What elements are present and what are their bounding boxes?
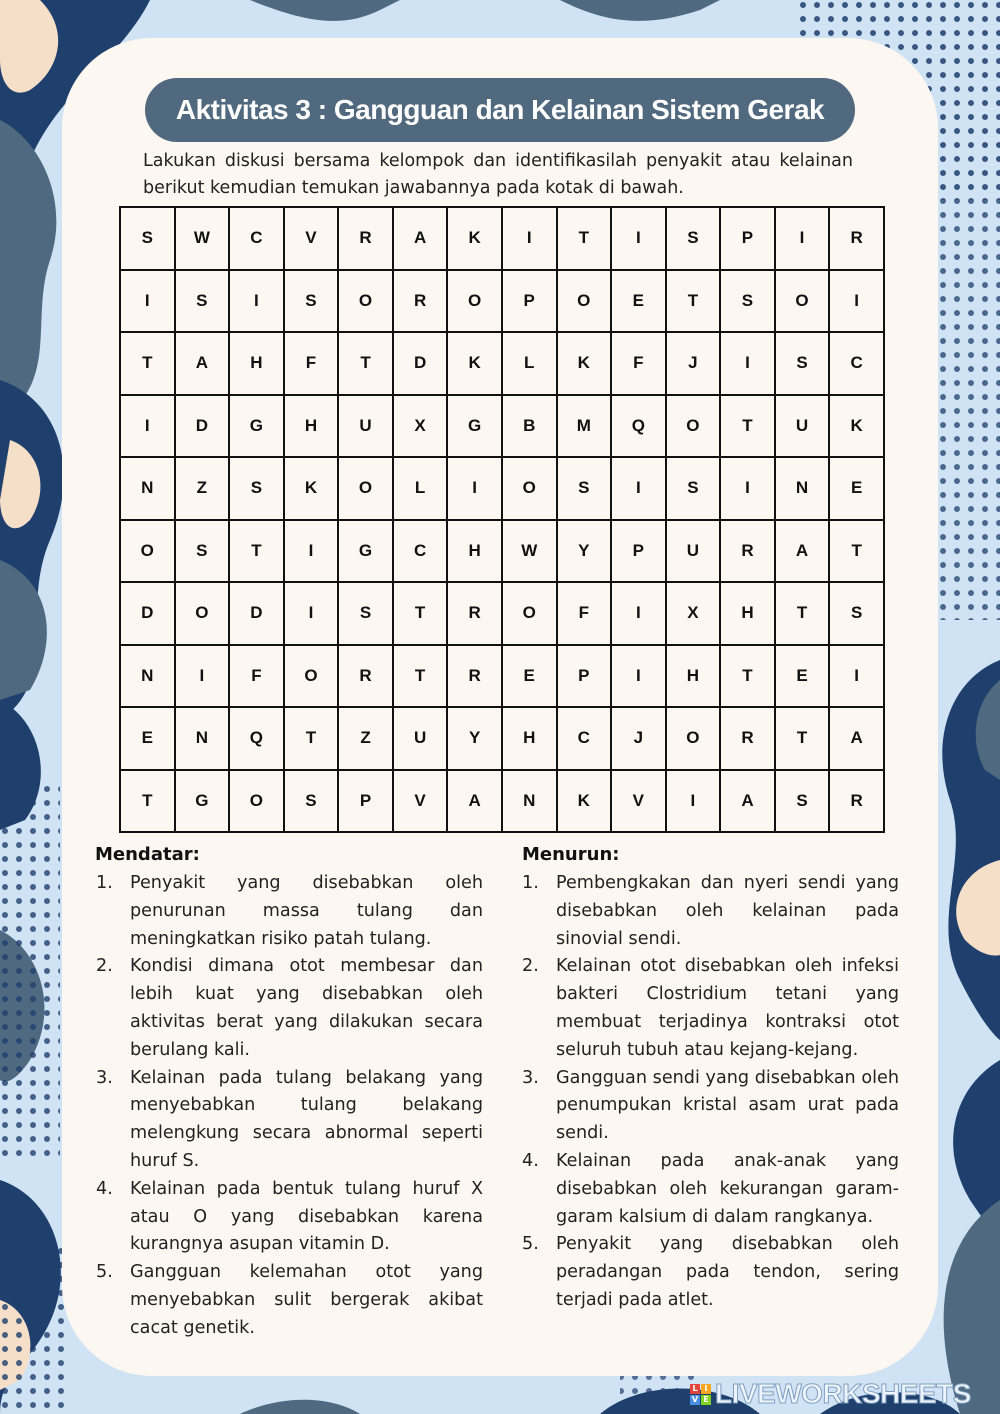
grid-cell[interactable]: S xyxy=(720,270,775,333)
grid-cell[interactable]: O xyxy=(666,395,721,458)
clue-item xyxy=(522,1148,899,1231)
grid-cell[interactable]: A xyxy=(447,770,502,833)
grid-cell[interactable]: I xyxy=(229,270,284,333)
grid-cell[interactable]: X xyxy=(393,395,448,458)
grid-cell[interactable]: Y xyxy=(447,707,502,770)
grid-cell[interactable]: T xyxy=(393,645,448,708)
grid-cell[interactable]: I xyxy=(284,582,339,645)
grid-cell[interactable]: P xyxy=(720,207,775,270)
clue-item xyxy=(522,953,899,1064)
grid-cell[interactable]: T xyxy=(829,520,884,583)
grid-cell[interactable]: N xyxy=(120,645,175,708)
grid-cell[interactable]: U xyxy=(338,395,393,458)
clue-item xyxy=(522,870,899,953)
grid-cell[interactable]: I xyxy=(611,457,666,520)
grid-cell[interactable]: P xyxy=(557,645,612,708)
grid-cell[interactable]: E xyxy=(611,270,666,333)
grid-row xyxy=(120,457,884,520)
grid-cell[interactable]: R xyxy=(720,707,775,770)
grid-cell[interactable]: D xyxy=(175,395,230,458)
grid-cell[interactable]: R xyxy=(338,207,393,270)
grid-cell[interactable]: K xyxy=(557,770,612,833)
grid-cell[interactable]: O xyxy=(502,582,557,645)
clue-item xyxy=(522,1231,899,1314)
grid-cell[interactable]: G xyxy=(447,395,502,458)
clue-number: 5. xyxy=(522,1234,539,1255)
clue-number: 2. xyxy=(96,956,113,977)
grid-cell[interactable]: R xyxy=(338,645,393,708)
grid-cell[interactable]: G xyxy=(338,520,393,583)
clue-number: 2. xyxy=(522,956,539,977)
grid-cell[interactable]: O xyxy=(557,270,612,333)
grid-cell[interactable]: T xyxy=(720,395,775,458)
title-banner xyxy=(145,78,855,142)
grid-cell[interactable]: C xyxy=(557,707,612,770)
grid-cell[interactable]: O xyxy=(666,707,721,770)
clue-number: 3. xyxy=(522,1067,539,1088)
grid-cell[interactable]: F xyxy=(284,332,339,395)
grid-cell[interactable]: S xyxy=(775,332,830,395)
clue-item xyxy=(96,1176,483,1259)
grid-cell[interactable]: I xyxy=(502,207,557,270)
grid-cell[interactable]: E xyxy=(775,645,830,708)
grid-cell[interactable]: H xyxy=(502,707,557,770)
grid-cell[interactable]: Z xyxy=(175,457,230,520)
grid-cell[interactable]: N xyxy=(175,707,230,770)
clue-item xyxy=(96,870,483,953)
grid-cell[interactable]: O xyxy=(338,270,393,333)
instructions-text: Lakukan diskusi bersama kelompok dan identifikasilah penyakit atau kelainan berikut kemudian temukan jawabannya pada kotak di bawah. xyxy=(143,151,853,198)
grid-cell[interactable]: K xyxy=(447,207,502,270)
grid-cell[interactable]: E xyxy=(502,645,557,708)
grid-cell[interactable]: S xyxy=(775,770,830,833)
grid-cell[interactable]: W xyxy=(502,520,557,583)
grid-cell[interactable]: I xyxy=(829,645,884,708)
grid-cell[interactable]: U xyxy=(666,520,721,583)
grid-cell[interactable]: K xyxy=(284,457,339,520)
grid-row xyxy=(120,207,884,270)
grid-cell[interactable]: Q xyxy=(611,395,666,458)
grid-cell[interactable]: I xyxy=(120,395,175,458)
grid-cell[interactable]: N xyxy=(502,770,557,833)
grid-cell[interactable]: U xyxy=(393,707,448,770)
mendatar-heading: Mendatar: xyxy=(95,844,200,865)
grid-cell[interactable]: D xyxy=(229,582,284,645)
clue-item xyxy=(96,953,483,1064)
grid-cell[interactable]: S xyxy=(120,207,175,270)
clue-text: Gangguan kelemahan otot yang menyebabkan sulit bergerak akibat cacat genetik. xyxy=(130,1262,483,1338)
grid-cell[interactable]: P xyxy=(502,270,557,333)
grid-cell[interactable]: T xyxy=(720,645,775,708)
grid-cell[interactable]: N xyxy=(120,457,175,520)
clue-number: 5. xyxy=(96,1262,113,1283)
grid-cell[interactable]: U xyxy=(775,395,830,458)
grid-cell[interactable]: A xyxy=(829,707,884,770)
clue-number: 3. xyxy=(96,1067,113,1088)
liveworksheets-icon: L I V E xyxy=(690,1384,711,1405)
clue-number: 4. xyxy=(96,1178,113,1199)
grid-cell[interactable]: S xyxy=(666,207,721,270)
grid-cell[interactable]: G xyxy=(229,395,284,458)
grid-cell[interactable]: C xyxy=(393,520,448,583)
grid-cell[interactable]: S xyxy=(284,770,339,833)
grid-cell[interactable]: T xyxy=(120,770,175,833)
grid-cell[interactable]: O xyxy=(338,457,393,520)
grid-cell[interactable]: R xyxy=(829,770,884,833)
clue-text: Kelainan pada tulang belakang yang menyebabkan tulang belakang melengkung secara abnormal seperti huruf S. xyxy=(130,1067,483,1171)
clue-text: Kondisi dimana otot membesar dan lebih kuat yang disebabkan oleh aktivitas berat yang dilakukan secara berulang kali. xyxy=(130,956,483,1060)
grid-row xyxy=(120,395,884,458)
clue-text: Pembengkakan dan nyeri sendi yang disebabkan oleh kelainan pada sinovial sendi. xyxy=(556,873,899,949)
grid-cell[interactable]: K xyxy=(557,332,612,395)
grid-cell[interactable]: R xyxy=(393,270,448,333)
grid-cell[interactable]: F xyxy=(229,645,284,708)
liveworksheets-logo xyxy=(690,1378,971,1410)
grid-row xyxy=(120,707,884,770)
grid-cell[interactable]: K xyxy=(447,332,502,395)
grid-cell[interactable]: I xyxy=(611,582,666,645)
grid-row xyxy=(120,582,884,645)
grid-cell[interactable]: I xyxy=(720,332,775,395)
grid-cell[interactable]: F xyxy=(557,582,612,645)
grid-cell[interactable]: K xyxy=(829,395,884,458)
grid-cell[interactable]: I xyxy=(120,270,175,333)
grid-cell[interactable]: Y xyxy=(557,520,612,583)
grid-cell[interactable]: O xyxy=(502,457,557,520)
grid-row xyxy=(120,520,884,583)
grid-cell[interactable]: T xyxy=(666,270,721,333)
clue-text: Penyakit yang disebabkan oleh peradangan pada tendon, sering terjadi pada atlet. xyxy=(556,1234,899,1310)
clue-number: 1. xyxy=(522,873,539,893)
grid-cell[interactable]: A xyxy=(775,520,830,583)
grid-cell[interactable]: O xyxy=(120,520,175,583)
grid-cell[interactable]: C xyxy=(829,332,884,395)
grid-cell[interactable]: H xyxy=(447,520,502,583)
grid-cell[interactable]: T xyxy=(338,332,393,395)
grid-cell[interactable]: T xyxy=(775,707,830,770)
menurun-heading: Menurun: xyxy=(522,844,620,865)
grid-cell[interactable]: S xyxy=(557,457,612,520)
grid-cell[interactable]: I xyxy=(666,770,721,833)
grid-cell[interactable]: E xyxy=(829,457,884,520)
grid-cell[interactable]: S xyxy=(229,457,284,520)
grid-cell[interactable]: W xyxy=(175,207,230,270)
grid-cell[interactable]: R xyxy=(829,207,884,270)
grid-cell[interactable]: I xyxy=(447,457,502,520)
grid-cell[interactable]: Q xyxy=(229,707,284,770)
grid-cell[interactable]: S xyxy=(829,582,884,645)
grid-cell[interactable]: C xyxy=(229,207,284,270)
clue-text: Kelainan pada anak-anak yang disebabkan oleh kekurangan garam-garam kalsium di dalam rangkanya. xyxy=(556,1150,899,1227)
grid-cell[interactable]: G xyxy=(175,770,230,833)
grid-cell[interactable]: O xyxy=(447,270,502,333)
grid-cell[interactable]: O xyxy=(175,582,230,645)
clue-number: 4. xyxy=(522,1150,539,1171)
grid-cell[interactable]: J xyxy=(611,707,666,770)
grid-cell[interactable]: V xyxy=(611,770,666,833)
grid-cell[interactable]: F xyxy=(611,332,666,395)
grid-cell[interactable]: P xyxy=(611,520,666,583)
grid-cell[interactable]: A xyxy=(393,207,448,270)
clue-item xyxy=(96,1065,483,1176)
grid-cell[interactable]: D xyxy=(393,332,448,395)
grid-cell[interactable]: S xyxy=(175,270,230,333)
page-title: Aktivitas 3 : Gangguan dan Kelainan Sistem Gerak xyxy=(175,94,825,125)
grid-cell[interactable]: P xyxy=(338,770,393,833)
grid-cell[interactable]: T xyxy=(229,520,284,583)
grid-cell[interactable]: V xyxy=(284,207,339,270)
grid-cell[interactable]: L xyxy=(502,332,557,395)
grid-cell[interactable]: V xyxy=(393,770,448,833)
grid-cell[interactable]: A xyxy=(175,332,230,395)
watermark-text: LIVEWORKSHEETS xyxy=(715,1378,971,1409)
grid-cell[interactable]: L xyxy=(393,457,448,520)
clue-item xyxy=(96,1259,483,1342)
grid-cell[interactable]: R xyxy=(447,582,502,645)
grid-cell[interactable]: R xyxy=(447,645,502,708)
menurun-clue-list xyxy=(522,870,899,1315)
grid-cell[interactable]: I xyxy=(720,457,775,520)
grid-cell[interactable]: B xyxy=(502,395,557,458)
grid-cell[interactable]: M xyxy=(557,395,612,458)
clue-text: Kelainan pada bentuk tulang huruf X atau O yang disebabkan karena kurangnya asupan vitamin D. xyxy=(130,1178,483,1255)
grid-cell[interactable]: X xyxy=(666,582,721,645)
clue-text: Gangguan sendi yang disebabkan oleh penumpukan kristal asam urat pada sendi. xyxy=(556,1067,899,1144)
grid-cell[interactable]: H xyxy=(720,582,775,645)
grid-cell[interactable]: T xyxy=(775,582,830,645)
grid-cell[interactable]: T xyxy=(557,207,612,270)
grid-cell[interactable]: R xyxy=(720,520,775,583)
grid-cell[interactable]: J xyxy=(666,332,721,395)
grid-row xyxy=(120,770,884,833)
grid-cell[interactable]: S xyxy=(338,582,393,645)
grid-cell[interactable]: I xyxy=(284,520,339,583)
grid-cell[interactable]: S xyxy=(284,270,339,333)
grid-cell[interactable]: H xyxy=(229,332,284,395)
grid-cell[interactable]: A xyxy=(720,770,775,833)
grid-cell[interactable]: T xyxy=(393,582,448,645)
grid-cell[interactable]: O xyxy=(229,770,284,833)
grid-cell[interactable]: I xyxy=(829,270,884,333)
word-search-grid xyxy=(119,206,885,833)
clue-text: Penyakit yang disebabkan oleh penurunan massa tulang dan meningkatkan risiko patah tulang. xyxy=(130,873,483,949)
grid-cell[interactable]: H xyxy=(666,645,721,708)
grid-row xyxy=(120,270,884,333)
grid-cell[interactable]: D xyxy=(120,582,175,645)
grid-cell[interactable]: Z xyxy=(338,707,393,770)
clue-number: 1. xyxy=(96,873,113,893)
grid-cell[interactable]: E xyxy=(120,707,175,770)
grid-cell[interactable]: I xyxy=(611,645,666,708)
grid-cell[interactable]: O xyxy=(284,645,339,708)
grid-cell[interactable]: S xyxy=(175,520,230,583)
grid-cell[interactable]: N xyxy=(775,457,830,520)
grid-row xyxy=(120,332,884,395)
grid-cell[interactable]: I xyxy=(611,207,666,270)
grid-cell[interactable]: I xyxy=(175,645,230,708)
grid-row xyxy=(120,645,884,708)
grid-cell[interactable]: I xyxy=(775,207,830,270)
grid-cell[interactable]: H xyxy=(284,395,339,458)
grid-cell[interactable]: O xyxy=(775,270,830,333)
clue-item xyxy=(522,1065,899,1148)
mendatar-clue-list xyxy=(96,870,483,1343)
clue-text: Kelainan otot disebabkan oleh infeksi bakteri Clostridium tetani yang membuat terjadinya kontraksi otot seluruh tubuh atau kejang-kejang. xyxy=(556,956,899,1060)
grid-cell[interactable]: T xyxy=(120,332,175,395)
grid-cell[interactable]: S xyxy=(666,457,721,520)
grid-cell[interactable]: T xyxy=(284,707,339,770)
